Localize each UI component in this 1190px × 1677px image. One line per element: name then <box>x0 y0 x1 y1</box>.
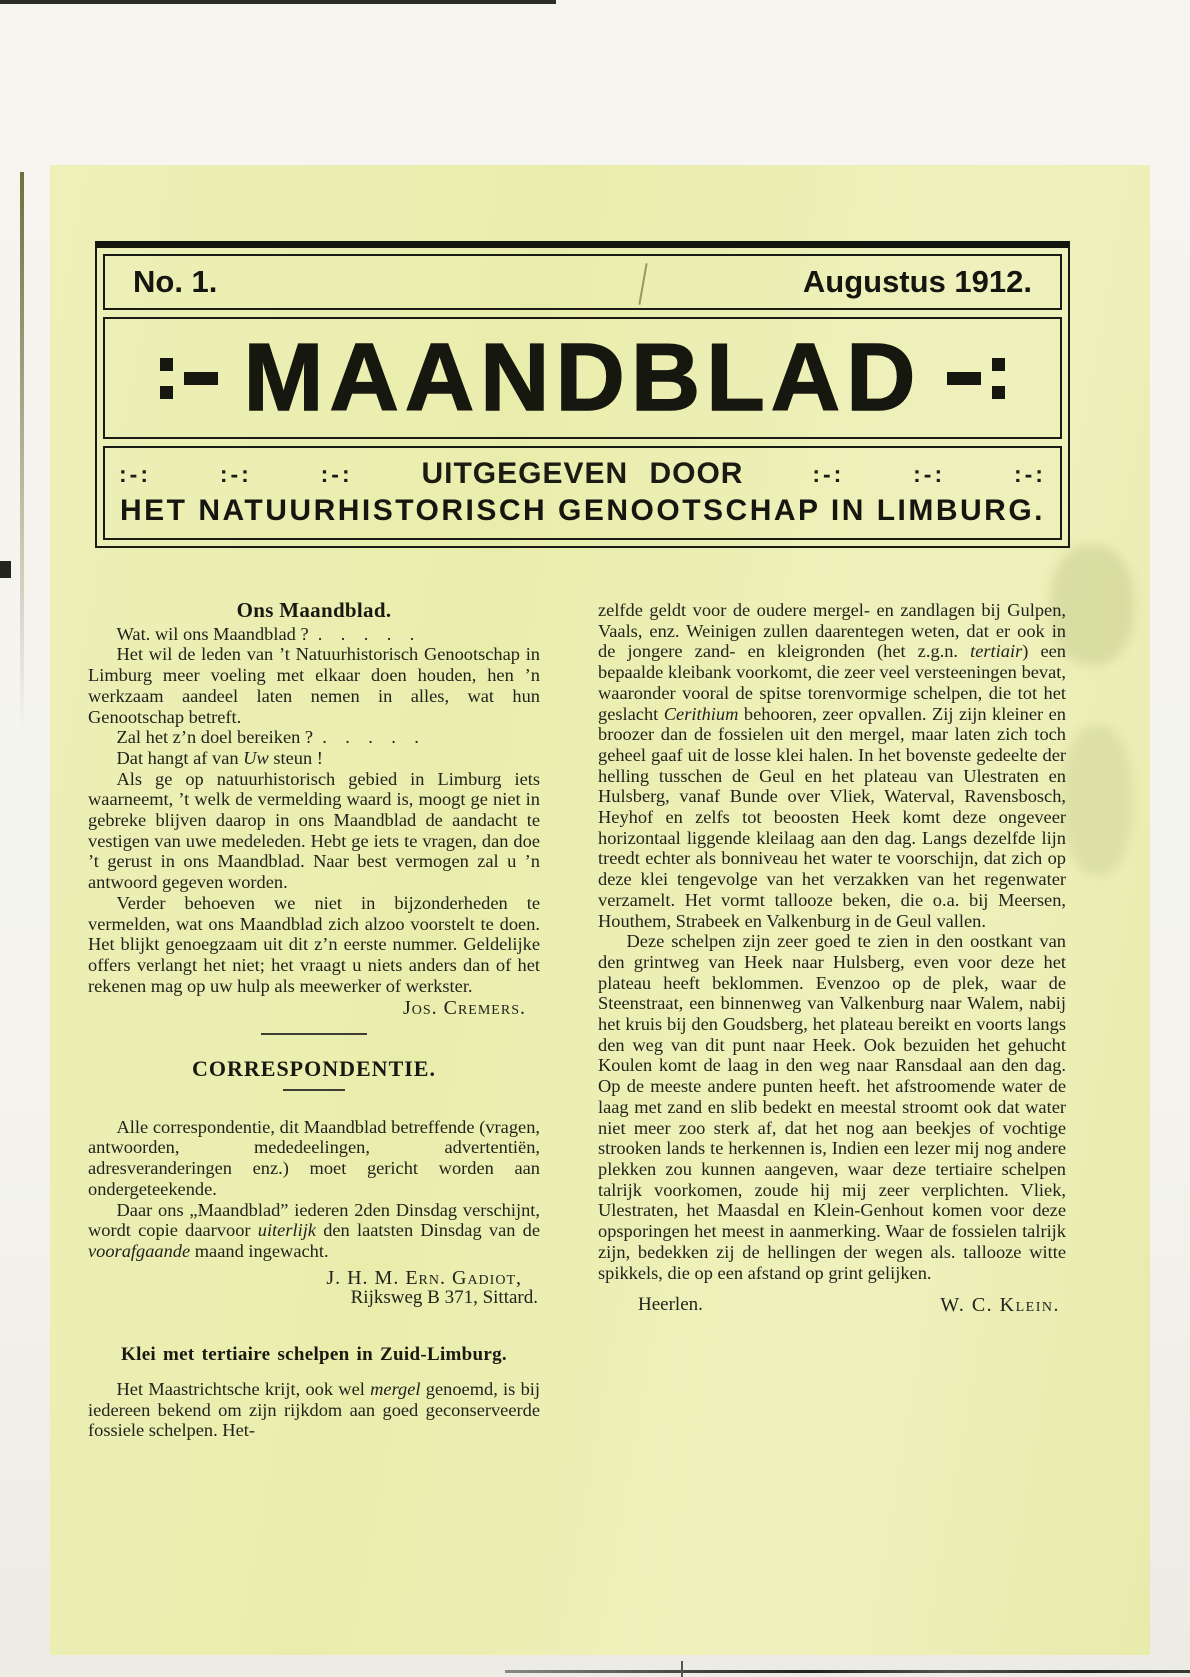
ornament-colon-dash: :-: <box>320 460 353 487</box>
ornament-colon-dash: :-: <box>1013 460 1046 487</box>
paragraph: Zal het z’n doel bereiken ? . . . . . <box>116 727 419 748</box>
ornament-colon-dash: :-: <box>119 460 151 487</box>
article2-heading: CORRESPONDENTIE. <box>192 1056 436 1082</box>
heading-underline-rule <box>283 1089 345 1091</box>
section-divider-rule <box>261 1033 367 1035</box>
publisher-name: HET NATUURHISTORISCH GENOOTSCHAP IN LIMBURG. <box>119 494 1046 527</box>
byline-place: Heerlen. <box>638 1294 703 1316</box>
dash-colon-right-icon <box>947 358 1005 399</box>
masthead <box>95 241 1070 548</box>
article1-signature: Jos. Cremers. <box>402 997 526 1020</box>
publisher-line1 <box>119 457 1046 491</box>
scan-top-edge-line <box>0 0 556 4</box>
left-column <box>88 600 540 1441</box>
paragraph: Wat. wil ons Maandblad ? . . . . . <box>116 623 415 644</box>
byline-row <box>598 1295 1066 1316</box>
article1-heading: Ons Maandblad. <box>236 598 392 622</box>
paragraph: zelfde geldt voor de oudere mergel- en zandlagen bij Gulpen, Vaals, enz. Weinigen zullen daarentegen weten, dat er ook in de jongere zand- en kleigronden (het z.g.n. tertiair) een bepaalde kleibank voorkomt, die zeer veel versteeningen bevat, waaronder vooral de spitse torenvormige schelpen, die tot het geslacht Cerithium behooren, zeer opvallen. Zij zijn kleiner en broozer dan de fossielen uit den mergel, maar laten zich toch geheel gaaf uit de losse klei halen. In het bovenste gedeelte der helling tusschen de Geul en het plateau van Ulestraten en Hulsberg, vanaf Bunde over Vliek, Waterval, Ravensbosch, Heyhof en zelfs tot beoosten Heek komt deze ongeveer horizontaal liggende kleilaag aan den dag. Langs dezelfde lijn treedt echter als bonniveau het water te voorschijn, dat zich op deze klei tengevolge van het verzakken van het regenwater verzamelt. Het vormt tallooze beken, die o.a. bij Meersen, Houthem, Strabeek en Valkenburg in de Geul vallen. <box>598 600 1066 931</box>
paragraph: Daar ons „Maandblad” iederen 2den Dinsdag verschijnt, wordt copie daarvoor uiterlijk den laatsten Dinsdag van de voorafgaande maand ingewacht. <box>88 1199 540 1261</box>
paragraph: Het Maastrichtsche krijt, ook wel mergel genoemd, is bij iedereen bekend om zijn rijkdom aan goed geconserveerde fossiele schelpen. Het- <box>88 1378 541 1441</box>
pen-mark <box>638 263 647 305</box>
article2-signature-name: J. H. M. Ern. Gadiot, <box>326 1266 522 1289</box>
page-fold-shadow <box>20 172 24 732</box>
magazine-title: MAANDBLAD <box>243 324 922 431</box>
right-column <box>598 600 1066 1441</box>
scan-left-edge-mark <box>0 561 11 578</box>
article3-body <box>88 1379 540 1441</box>
issue-date-row <box>103 254 1062 310</box>
scan-bottom-edge-line <box>505 1670 1190 1673</box>
ornament-colon-dash: :-: <box>219 460 252 487</box>
ornament-colon-dash: :-: <box>812 460 845 487</box>
article2-body <box>88 1117 540 1262</box>
colon-dash-left-icon <box>160 358 218 399</box>
issue-date: Augustus 1912. <box>802 264 1032 299</box>
paragraph: Het wil de leden van ’t Natuurhistorisch Genootschap in Limburg meer voeling met elkaar doen houden, hen ’n werkzaam aandeel laten nemen in alles, wat hun Genootschap betreft. <box>88 644 540 727</box>
scan-bottom-tick-mark <box>681 1661 683 1677</box>
published-by-label: UITGEGEVEN DOOR <box>421 457 744 490</box>
text-columns <box>50 600 1150 1441</box>
ornament-colon-dash: :-: <box>913 460 946 487</box>
byline-author: W. C. Klein. <box>940 1294 1060 1317</box>
paragraph: Dat hangt af van Uw steun ! <box>116 747 323 768</box>
magazine-page <box>50 165 1150 1655</box>
publisher-box <box>103 446 1062 540</box>
paragraph: Als ge op natuurhistorisch gebied in Limburg iets waarneemt, ’t welk de vermelding waard is, moogt ge niet in gebreke blijven daarop in ons Maandblad de aandacht te vestigen van uwe medeleden. Hebt ge iets te vragen, dan doe ’t gerust in ons Maandblad. Naar best vermogen zal u ’n antwoord gegeven worden. <box>88 768 540 893</box>
article3-continuation <box>598 600 1066 1283</box>
paragraph: Verder behoeven we niet in bijzonderheden te vermelden, wat ons Maandblad zich alzoo voorstelt te doen. Het blijkt genoegzaam uit dit z’n eerste nummer. Geldelijke offers verlangt het niet; het vraagt u niets anders dan of het rekenen mag op uw hulp als meewerker of werkster. <box>88 892 540 996</box>
article2-signature-address: Rijksweg B 371, Sittard. <box>350 1287 538 1309</box>
paragraph: Alle correspondentie, dit Maandblad betreffende (vragen, antwoorden, mededeelingen, advertentiën, adresveranderingen enz.) moet gericht worden aan ondergeteekende. <box>88 1116 540 1199</box>
issue-number: No. 1. <box>133 264 218 299</box>
article1-body <box>88 624 540 997</box>
paragraph: Deze schelpen zijn zeer goed te zien in den oostkant van den grintweg van Heek naar Hulsberg, even voor deze het plateau heeft beklommen. Evenzoo op de plek, waar de Steenstraat, een binnenweg van Valkenburg naar Walem, nabij het kruis bij den Goudsberg, het plateau bereikt en voorts langs den weg van dit punt naar Heek. Ook bezuiden het gehucht Koulen komt de laag in den weg naar Ransdaal aan den dag. Op de meeste andere punten heeft. het afstroomende water de laag met zand en slib bedekt en meestal stroomt ook dat water niet meer zoo sterk af, dat het nog aan beekjes of vochtige strooken lands te herkennen is, Indien een lezer mij nog andere plekken zou kunnen aangeven, waar deze tertiaire schelpen talrijk voorkomen, zoude hij mij zeer verplichten. Vliek, Ulestraten, het Maasdal en Klein-Genhout komen voor deze opsporingen het meest in aanmerking. Waar de fossielen talrijk zijn, bedekken zij de hellingen der wegen als. tallooze witte spikkels, die op een afstand op grint gelijken. <box>598 931 1066 1283</box>
title-box <box>103 317 1062 439</box>
article3-heading: Klei met tertiaire schelpen in Zuid-Limburg. <box>121 1344 507 1366</box>
